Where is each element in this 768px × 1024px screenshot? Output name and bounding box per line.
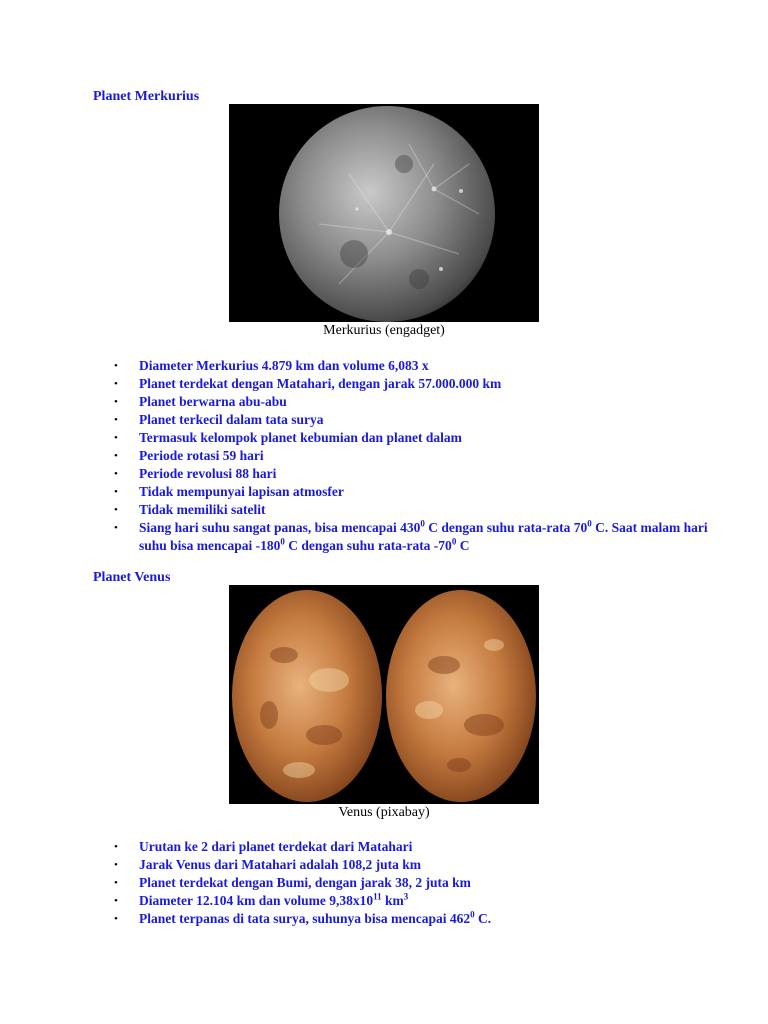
list-item: • Planet terdekat dengan Bumi, dengan jarak 38, 2 juta km bbox=[114, 875, 471, 890]
bullet-icon: • bbox=[114, 450, 118, 462]
bullet-icon: • bbox=[114, 859, 118, 871]
mercury-facts-list bbox=[112, 357, 732, 555]
bullet-icon: • bbox=[114, 360, 118, 372]
list-item: • Urutan ke 2 dari planet terdekat dari Matahari bbox=[114, 839, 413, 854]
bullet-icon: • bbox=[114, 913, 118, 925]
list-item: • Periode rotasi 59 hari bbox=[114, 448, 264, 463]
bullet-icon: • bbox=[114, 414, 118, 426]
list-item-hottest: • Planet terpanas di tata surya, suhunya bisa mencapai $462^0$ C. bbox=[114, 909, 492, 926]
list-item: • Tidak memiliki satelit bbox=[114, 502, 266, 517]
list-item: • Periode revolusi 88 hari bbox=[114, 466, 277, 481]
bullet-icon: • bbox=[114, 432, 118, 444]
venus-facts-list bbox=[112, 838, 732, 928]
list-item-diameter: • Diameter 12.104 km dan volume $9,38x10^{11}$ $km^3$ bbox=[114, 891, 409, 908]
list-item: • Planet terkecil dalam tata surya bbox=[114, 412, 324, 427]
bullet-icon: • bbox=[114, 522, 118, 534]
list-item: • Jarak Venus dari Matahari adalah 108,2 juta km bbox=[114, 857, 422, 872]
bullet-icon: • bbox=[114, 486, 118, 498]
venus-image bbox=[229, 585, 539, 804]
list-item: • Termasuk kelompok planet kebumian dan planet dalam bbox=[114, 430, 462, 445]
mercury-heading: Planet Merkurius bbox=[93, 89, 200, 104]
list-item: • Diameter Merkurius 4.879 km dan volume 6,083 x bbox=[114, 358, 429, 373]
list-item: • Planet berwarna abu-abu bbox=[114, 394, 287, 409]
mercury-image bbox=[229, 104, 539, 322]
list-item-temperature: • Siang hari suhu sangat panas, bisa mencapai $430^0$ C dengan suhu rata-rata $70^0$ C. Saat malam hari suhu bisa mencapai $-180^0$ C dengan suhu rata-rata $-70^0$ C bbox=[114, 518, 708, 553]
mercury-planet-photo bbox=[229, 104, 539, 322]
venus-caption: Venus (pixabay) bbox=[338, 805, 430, 820]
bullet-icon: • bbox=[114, 877, 118, 889]
bullet-icon: • bbox=[114, 378, 118, 390]
mercury-caption: Merkurius (engadget) bbox=[323, 323, 445, 338]
bullet-icon: • bbox=[114, 895, 118, 907]
bullet-icon: • bbox=[114, 504, 118, 516]
bullet-icon: • bbox=[114, 396, 118, 408]
bullet-icon: • bbox=[114, 468, 118, 480]
venus-heading: Planet Venus bbox=[93, 570, 171, 585]
bullet-icon: • bbox=[114, 841, 118, 853]
list-item: • Planet terdekat dengan Matahari, dengan jarak 57.000.000 km bbox=[114, 376, 502, 391]
list-item: • Tidak mempunyai lapisan atmosfer bbox=[114, 484, 344, 499]
venus-hemispheres-photo bbox=[229, 585, 539, 804]
